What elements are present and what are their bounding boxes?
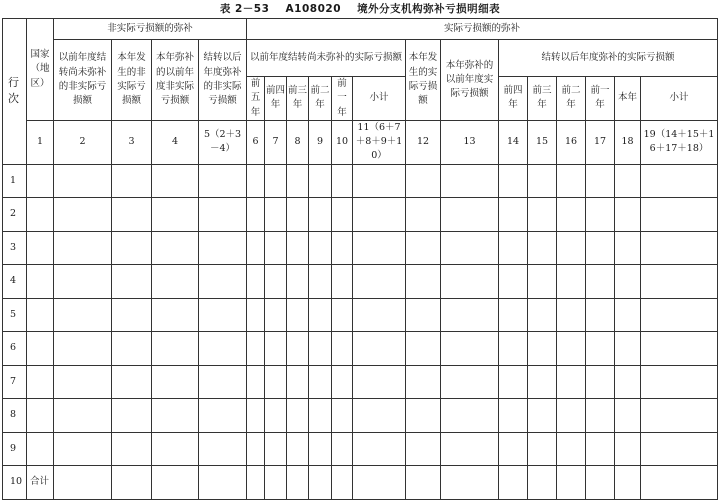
value-cell[interactable] (557, 231, 586, 265)
value-cell[interactable] (586, 231, 615, 265)
value-cell[interactable] (557, 466, 586, 500)
value-cell[interactable] (641, 198, 718, 232)
loss-offset-table (2, 18, 718, 500)
value-cell[interactable] (332, 399, 353, 433)
country-cell[interactable] (27, 365, 54, 399)
non-actual-offset-header: 本年弥补的以前年度非实际亏损额 (152, 40, 199, 121)
value-cell[interactable] (557, 298, 586, 332)
value-cell[interactable] (641, 265, 718, 299)
table-row (3, 399, 718, 433)
value-cell[interactable] (265, 164, 287, 198)
value-cell[interactable] (332, 432, 353, 466)
table-row (3, 298, 718, 332)
prev-year-2-header: 前二年 (309, 77, 332, 121)
value-cell[interactable] (557, 198, 586, 232)
prev-year-5-header: 前五年 (247, 77, 265, 121)
value-cell[interactable] (54, 399, 112, 433)
value-cell[interactable] (641, 231, 718, 265)
value-cell[interactable] (152, 399, 199, 433)
value-cell[interactable] (406, 231, 441, 265)
value-cell[interactable] (406, 164, 441, 198)
value-cell[interactable] (265, 466, 287, 500)
value-cell[interactable] (557, 432, 586, 466)
non-actual-current-header: 本年发生的非实际亏损额 (112, 40, 152, 121)
column-number: 11（6＋7＋8＋9＋10） (353, 120, 406, 164)
value-cell[interactable] (54, 466, 112, 500)
value-cell[interactable] (309, 231, 332, 265)
country-cell[interactable] (27, 164, 54, 198)
non-actual-future-carry-header: 结转以后年度弥补的非实际亏损额 (199, 40, 247, 121)
table-row (3, 164, 718, 198)
actual-prev-carry-group-header: 以前年度结转尚未弥补的实际亏损额 (247, 40, 406, 77)
value-cell[interactable] (332, 198, 353, 232)
column-number: 5（2＋3－4） (199, 120, 247, 164)
value-cell[interactable] (615, 231, 641, 265)
column-number: 14 (499, 120, 528, 164)
value-cell[interactable] (499, 399, 528, 433)
value-cell[interactable] (247, 298, 265, 332)
value-cell[interactable] (641, 466, 718, 500)
value-cell[interactable] (528, 198, 557, 232)
value-cell[interactable] (199, 332, 247, 366)
value-cell[interactable] (287, 198, 309, 232)
value-cell[interactable] (309, 198, 332, 232)
actual-offset-header: 本年弥补的以前年度实际亏损额 (441, 40, 499, 121)
value-cell[interactable] (615, 432, 641, 466)
row-number: 1 (3, 164, 27, 198)
value-cell[interactable] (247, 466, 265, 500)
value-cell[interactable] (557, 332, 586, 366)
future-current-year-header: 本年 (615, 77, 641, 121)
column-number: 4 (152, 120, 199, 164)
value-cell[interactable] (152, 164, 199, 198)
value-cell[interactable] (353, 298, 406, 332)
value-cell[interactable] (353, 198, 406, 232)
value-cell[interactable] (586, 298, 615, 332)
value-cell[interactable] (152, 432, 199, 466)
country-header: 国家（地区） (27, 19, 54, 121)
value-cell[interactable] (152, 198, 199, 232)
non-actual-loss-group-header: 非实际亏损额的弥补 (54, 19, 247, 40)
value-cell[interactable] (247, 198, 265, 232)
value-cell[interactable] (112, 332, 152, 366)
value-cell[interactable] (615, 466, 641, 500)
value-cell[interactable] (199, 298, 247, 332)
value-cell[interactable] (528, 466, 557, 500)
column-number: 19（14＋15＋16＋17＋18） (641, 120, 718, 164)
value-cell[interactable] (309, 466, 332, 500)
non-actual-prev-carry-header: 以前年度结转尚未弥补的非实际亏损额 (54, 40, 112, 121)
value-cell[interactable] (247, 164, 265, 198)
value-cell[interactable] (586, 432, 615, 466)
value-cell[interactable] (332, 298, 353, 332)
value-cell[interactable] (54, 332, 112, 366)
value-cell[interactable] (287, 399, 309, 433)
value-cell[interactable] (152, 365, 199, 399)
value-cell[interactable] (309, 298, 332, 332)
value-cell[interactable] (499, 365, 528, 399)
value-cell[interactable] (586, 265, 615, 299)
value-cell[interactable] (528, 231, 557, 265)
value-cell[interactable] (112, 399, 152, 433)
future-year-1-header: 前一年 (586, 77, 615, 121)
value-cell[interactable] (441, 198, 499, 232)
value-cell[interactable] (441, 332, 499, 366)
value-cell[interactable] (112, 231, 152, 265)
value-cell[interactable] (112, 298, 152, 332)
value-cell[interactable] (287, 332, 309, 366)
prev-year-1-header: 前一年 (332, 77, 353, 121)
value-cell[interactable] (528, 332, 557, 366)
value-cell[interactable] (406, 466, 441, 500)
value-cell[interactable] (309, 432, 332, 466)
column-number: 2 (54, 120, 112, 164)
value-cell[interactable] (641, 298, 718, 332)
value-cell[interactable] (499, 265, 528, 299)
value-cell[interactable] (557, 265, 586, 299)
value-cell[interactable] (641, 365, 718, 399)
future-year-3-header: 前三年 (528, 77, 557, 121)
country-cell[interactable] (27, 265, 54, 299)
value-cell[interactable] (353, 164, 406, 198)
value-cell[interactable] (353, 332, 406, 366)
row-number: 6 (3, 332, 27, 366)
value-cell[interactable] (309, 164, 332, 198)
value-cell[interactable] (353, 432, 406, 466)
value-cell[interactable] (287, 164, 309, 198)
value-cell[interactable] (199, 231, 247, 265)
value-cell[interactable] (112, 365, 152, 399)
value-cell[interactable] (528, 298, 557, 332)
value-cell[interactable] (441, 298, 499, 332)
value-cell[interactable] (586, 466, 615, 500)
value-cell[interactable] (332, 164, 353, 198)
value-cell[interactable] (528, 265, 557, 299)
value-cell[interactable] (332, 231, 353, 265)
table-row (3, 432, 718, 466)
prev-subtotal-header: 小计 (353, 77, 406, 121)
value-cell[interactable] (247, 399, 265, 433)
value-cell[interactable] (557, 399, 586, 433)
actual-loss-group-header: 实际亏损额的弥补 (247, 19, 718, 40)
row-number: 4 (3, 265, 27, 299)
value-cell[interactable] (557, 164, 586, 198)
form-code: A108020 (285, 3, 342, 15)
value-cell[interactable] (441, 432, 499, 466)
value-cell[interactable] (441, 365, 499, 399)
value-cell[interactable] (309, 399, 332, 433)
value-cell[interactable] (641, 432, 718, 466)
value-cell[interactable] (641, 332, 718, 366)
table-row (3, 265, 718, 299)
column-number: 9 (309, 120, 332, 164)
table-row (3, 332, 718, 366)
row-number: 5 (3, 298, 27, 332)
column-number: 18 (615, 120, 641, 164)
row-label-header: 行次 (3, 19, 27, 165)
value-cell[interactable] (199, 265, 247, 299)
value-cell[interactable] (528, 164, 557, 198)
value-cell[interactable] (557, 365, 586, 399)
column-number: 8 (287, 120, 309, 164)
prev-year-4-header: 前四年 (265, 77, 287, 121)
country-cell[interactable] (27, 198, 54, 232)
value-cell[interactable] (406, 298, 441, 332)
value-cell[interactable] (586, 332, 615, 366)
value-cell[interactable] (54, 365, 112, 399)
value-cell[interactable] (152, 332, 199, 366)
prev-year-3-header: 前三年 (287, 77, 309, 121)
table-title (0, 1, 720, 17)
value-cell[interactable] (247, 332, 265, 366)
future-year-2-header: 前二年 (557, 77, 586, 121)
value-cell[interactable] (54, 265, 112, 299)
value-cell[interactable] (309, 265, 332, 299)
value-cell[interactable] (54, 198, 112, 232)
value-cell[interactable] (287, 231, 309, 265)
value-cell[interactable] (199, 365, 247, 399)
country-cell[interactable] (27, 332, 54, 366)
column-number: 3 (112, 120, 152, 164)
row-number: 10 (3, 466, 27, 500)
value-cell[interactable] (641, 164, 718, 198)
country-cell[interactable] (27, 231, 54, 265)
value-cell[interactable] (199, 198, 247, 232)
value-cell[interactable] (441, 265, 499, 299)
value-cell[interactable] (406, 365, 441, 399)
value-cell[interactable] (112, 466, 152, 500)
actual-future-carry-group-header: 结转以后年度弥补的实际亏损额 (499, 40, 718, 77)
value-cell[interactable] (406, 265, 441, 299)
column-number-row (3, 120, 718, 164)
form-name: 境外分支机构弥补亏损明细表 (357, 3, 501, 15)
value-cell[interactable] (441, 466, 499, 500)
value-cell[interactable] (265, 365, 287, 399)
column-number: 16 (557, 120, 586, 164)
value-cell[interactable] (641, 399, 718, 433)
value-cell[interactable] (152, 298, 199, 332)
value-cell[interactable] (499, 231, 528, 265)
value-cell[interactable] (265, 231, 287, 265)
value-cell[interactable] (441, 231, 499, 265)
value-cell[interactable] (615, 332, 641, 366)
column-number: 1 (27, 120, 54, 164)
row-number: 8 (3, 399, 27, 433)
table-row (3, 231, 718, 265)
actual-current-header: 本年发生的实际亏损额 (406, 40, 441, 121)
country-cell[interactable] (27, 298, 54, 332)
value-cell[interactable] (499, 466, 528, 500)
row-number: 9 (3, 432, 27, 466)
value-cell[interactable] (615, 399, 641, 433)
value-cell[interactable] (247, 231, 265, 265)
value-cell[interactable] (332, 365, 353, 399)
value-cell[interactable] (265, 298, 287, 332)
value-cell[interactable] (287, 265, 309, 299)
value-cell[interactable] (265, 265, 287, 299)
value-cell[interactable] (499, 332, 528, 366)
value-cell[interactable] (287, 365, 309, 399)
value-cell[interactable] (499, 198, 528, 232)
value-cell[interactable] (265, 198, 287, 232)
value-cell[interactable] (406, 399, 441, 433)
column-number: 13 (441, 120, 499, 164)
table-row (3, 466, 718, 500)
value-cell[interactable] (528, 365, 557, 399)
value-cell[interactable] (353, 466, 406, 500)
column-number: 17 (586, 120, 615, 164)
value-cell[interactable] (112, 164, 152, 198)
value-cell[interactable] (265, 432, 287, 466)
value-cell[interactable] (199, 432, 247, 466)
country-cell[interactable] (27, 432, 54, 466)
value-cell[interactable] (406, 432, 441, 466)
value-cell[interactable] (499, 164, 528, 198)
row-number: 7 (3, 365, 27, 399)
value-cell[interactable] (499, 432, 528, 466)
value-cell[interactable] (586, 198, 615, 232)
value-cell[interactable] (309, 332, 332, 366)
column-number: 10 (332, 120, 353, 164)
value-cell[interactable] (54, 164, 112, 198)
column-number: 6 (247, 120, 265, 164)
country-cell[interactable] (27, 399, 54, 433)
value-cell[interactable] (247, 265, 265, 299)
future-subtotal-header: 小计 (641, 77, 718, 121)
value-cell[interactable] (287, 298, 309, 332)
value-cell[interactable] (112, 198, 152, 232)
value-cell[interactable] (247, 365, 265, 399)
row-number: 2 (3, 198, 27, 232)
value-cell[interactable] (199, 466, 247, 500)
value-cell[interactable] (287, 466, 309, 500)
column-number: 7 (265, 120, 287, 164)
value-cell[interactable] (199, 399, 247, 433)
table-number: 表 2－53 (219, 3, 270, 15)
value-cell[interactable] (332, 466, 353, 500)
value-cell[interactable] (586, 399, 615, 433)
value-cell[interactable] (152, 231, 199, 265)
value-cell[interactable] (615, 265, 641, 299)
value-cell[interactable] (353, 365, 406, 399)
value-cell[interactable] (287, 432, 309, 466)
value-cell[interactable] (406, 198, 441, 232)
value-cell[interactable] (112, 432, 152, 466)
value-cell[interactable] (615, 198, 641, 232)
value-cell[interactable] (406, 332, 441, 366)
value-cell[interactable] (247, 432, 265, 466)
table-row (3, 198, 718, 232)
value-cell[interactable] (528, 432, 557, 466)
value-cell[interactable] (499, 298, 528, 332)
value-cell[interactable] (199, 164, 247, 198)
value-cell[interactable] (353, 231, 406, 265)
total-label: 合计 (27, 466, 54, 500)
column-number: 12 (406, 120, 441, 164)
value-cell[interactable] (265, 332, 287, 366)
value-cell[interactable] (353, 399, 406, 433)
value-cell[interactable] (54, 231, 112, 265)
value-cell[interactable] (112, 265, 152, 299)
value-cell[interactable] (309, 365, 332, 399)
value-cell[interactable] (332, 265, 353, 299)
value-cell[interactable] (54, 298, 112, 332)
value-cell[interactable] (586, 365, 615, 399)
value-cell[interactable] (265, 399, 287, 433)
value-cell[interactable] (586, 164, 615, 198)
future-year-4-header: 前四年 (499, 77, 528, 121)
value-cell[interactable] (332, 332, 353, 366)
value-cell[interactable] (615, 298, 641, 332)
value-cell[interactable] (441, 399, 499, 433)
value-cell[interactable] (615, 365, 641, 399)
value-cell[interactable] (528, 399, 557, 433)
value-cell[interactable] (353, 265, 406, 299)
column-number: 15 (528, 120, 557, 164)
value-cell[interactable] (152, 466, 199, 500)
row-number: 3 (3, 231, 27, 265)
value-cell[interactable] (615, 164, 641, 198)
value-cell[interactable] (441, 164, 499, 198)
table-row (3, 365, 718, 399)
value-cell[interactable] (152, 265, 199, 299)
value-cell[interactable] (54, 432, 112, 466)
